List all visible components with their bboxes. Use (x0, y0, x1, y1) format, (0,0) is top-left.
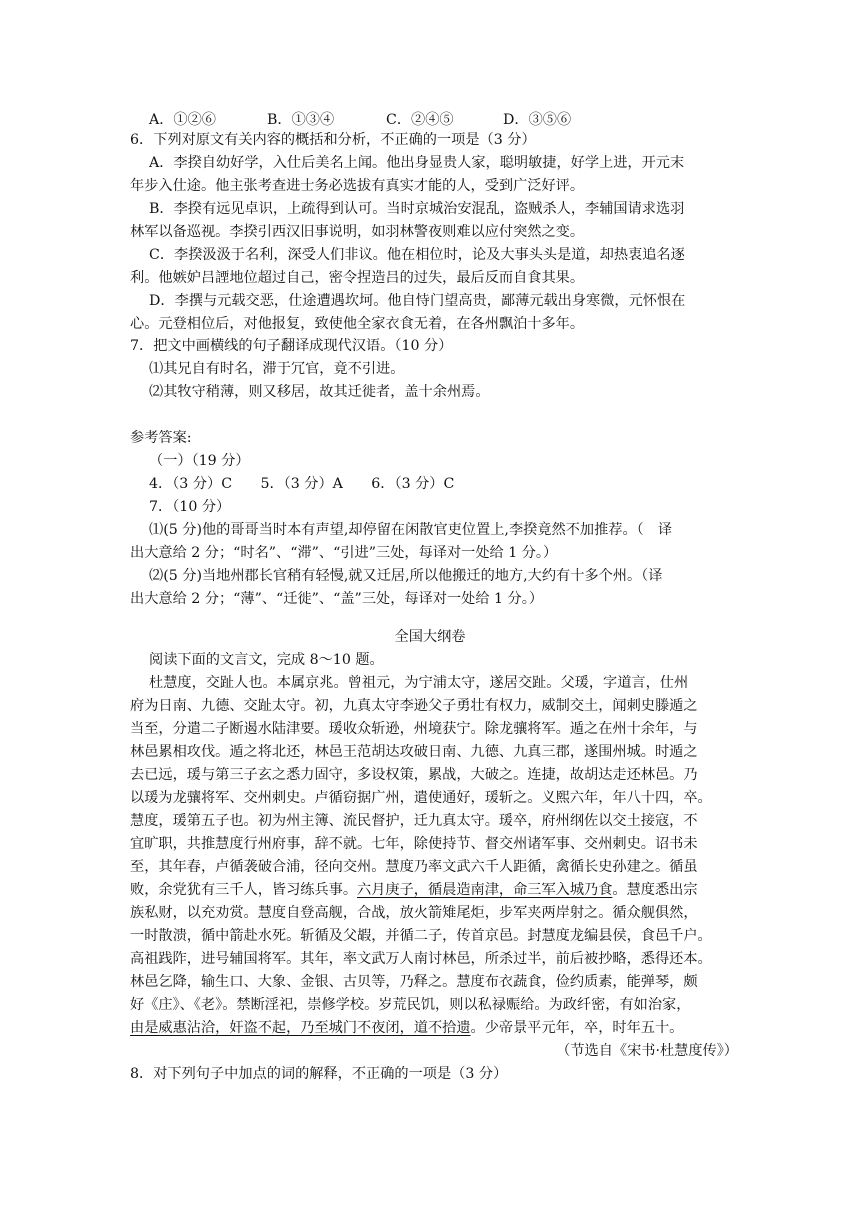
q6-option-d-line2: 心。元登相位后，对他报复，致使他全家衣食无着，在各州飘泊十多年。 (130, 316, 585, 332)
q6-option-b-line2: 林军以备巡视。李揆引西汉旧事说明，如羽林警夜则难以应付突然之变。 (130, 224, 585, 240)
q6-option-d-line1: D．李撰与元载交恶，仕途遭遇坎坷。他自恃门望高贵，鄙薄元载出身寒微，元怀恨在 (149, 293, 686, 309)
passage-line: 去已远，瑗与第三子玄之悉力固守，多设权策，累战，大破之。连捷，故胡达走还林邑。乃 (130, 767, 698, 783)
answers-mc: 4．（3 分）C 5．（3 分）A 6．（3 分）C (149, 476, 455, 492)
answers-q7-2-line1: ⑵(5 分)当地州郡长官稍有轻慢,就又迁居,所以他搬迁的地方,大约有十多个州。（译 (149, 568, 663, 584)
passage-line: 府为日南、九德、交趾太守。初，九真太守李逊父子勇壮有权力，威制交土，闻刺史滕遁之 (130, 698, 698, 714)
q5-options (149, 110, 571, 130)
answers-q7: 7．（10 分） (149, 499, 231, 515)
underlined-sentence: 由是威惠沾洽，奸盗不起，乃至城门不夜闭，道不拾遗 (130, 1020, 471, 1036)
passage-line: 以瑗为龙骧将军、交州刺史。卢循窃据广州，遣使通好，瑗斩之。义熙六年，年八十四，卒。 (130, 790, 712, 806)
underlined-sentence: 六月庚子，循晨造南津，命三军入城乃食 (357, 882, 613, 898)
dotted-word: 遂 (489, 675, 504, 691)
passage-line: 好《庄》、《老》。禁断淫祀，崇修学校。岁荒民饥，则以私禄赈给。为政纤密，有如治家， (130, 997, 691, 1013)
q6-option-c-line2: 利。他嫉妒吕諲地位超过自己，密令捏造吕的过失，最后反而自食其果。 (130, 270, 585, 286)
option-d: D．③⑤⑥ (503, 112, 572, 128)
answers-q7-1-line1: ⑴(5 分)他的哥哥当时本有声望,却停留在闲散官吏位置上,李揆竟然不加推荐。（ 译 (149, 522, 673, 538)
q7-stem: 7．把文中画横线的句子翻译成现代汉语。（10 分） (130, 338, 453, 354)
answers-title: 参考答案: (130, 430, 192, 446)
q7-sentence-1: ⑴其兄自有时名，滞于冗官，竟不引进。 (149, 361, 405, 377)
answers-q7-1-line2: 出大意给 2 分；“时名”、“滞”、“引进”三处，每译对一处给 1 分。） (130, 545, 558, 561)
dotted-word: 旷 (144, 836, 159, 852)
q6-option-a-line2: 年步入仕途。他主张考查进士务必选拔有真实才能的人，受到广泛好评。 (130, 178, 585, 194)
q6-option-b-line1: B．李揆有远见卓识，上疏得到认可。当时京城治安混乱，盗贼杀人，李辅国请求选羽 (149, 201, 685, 217)
q6-option-c-line1: C．李揆汲汲于名利，深受人们非议。他在相位时，论及大事头头是道，却热衷追名逐 (149, 247, 685, 263)
passage-line: 高祖践阼，进号辅国将军。其年，率文武万人南讨林邑，所杀过半，前后被抄略，悉得还本。 (130, 951, 712, 967)
q8-stem: 8．对下列句子中加点的词的解释，不正确的一项是（3 分） (130, 1066, 508, 1082)
option-b: B．①③④ (267, 112, 335, 128)
passage-line: 一时散溃，循中箭赴水死。斩循及父嘏，并循二子，传首京邑。封慧度龙编县侯，食邑千户。 (130, 928, 712, 944)
passage-line: 败，余党犹有三千人，皆习练兵事。六月庚子，循晨造南津，命三军入城乃食。慧度悉出宗 (130, 882, 698, 898)
q7-sentence-2: ⑵其牧守稍薄，则又移居，故其迁徙者，盖十余州焉。 (149, 384, 490, 400)
answers-part-one: （一）（19 分） (149, 453, 250, 469)
passage-line: 族私财，以充劝赏。慧度自登高舰，合战，放火箭雉尾炬，步军夹两岸射之。循众舰俱然， (130, 905, 698, 921)
passage-line: 杜慧度，交趾人也。本属京兆。曾祖元，为宁浦太守，遂居交趾。父瑗，字道言，仕州 (149, 675, 689, 691)
option-a: A．①②⑥ (149, 112, 216, 128)
option-c: C．②④⑤ (386, 112, 454, 128)
passage-line: 当至，分遣二子断遏水陆津要。瑗收众斩逊，州境获宁。除龙骧将军。遁之在州十余年，与 (130, 721, 698, 737)
q6-stem: 6．下列对原文有关内容的概括和分析，不正确的一项是（3 分） (130, 132, 536, 148)
passage-line: 林邑乞降，输生口、大象、金银、古贝等，乃释之。慧度布衣蔬食，俭约质素，能弹琴，颇 (130, 974, 698, 990)
section-title: 全国大纲卷 (394, 629, 466, 645)
passage-line: 慧度，瑗第五子也。初为州主簿、流民督护，迁九真太守。瑗卒，府州纲佐以交土接寇，不 (130, 813, 698, 829)
passage-line: 至，其年春，卢循袭破合浦，径向交州。慧度乃率文武六千人距循，禽循长史孙建之。循虽 (130, 859, 698, 875)
passage-line: 由是威惠沾洽，奸盗不起，乃至城门不夜闭，道不拾遗。少帝景平元年，卒，时年五十。 (130, 1020, 684, 1036)
section-intro: 阅读下面的文言文，完成 8～10 题。 (149, 652, 384, 668)
q6-option-a-line1: A．李揆自幼好学，入仕后美名上闻。他出身显贵人家，聪明敏捷，好学上进，开元末 (149, 155, 685, 171)
passage-source: （节选自《宋书·杜慧度传》） (556, 1043, 738, 1059)
passage-line: 宜旷职，共推慧度行州府事，辞不就。七年，除使持节、督交州诸军事、交州刺史。诏书未 (130, 836, 698, 852)
answers-q7-2-line2: 出大意给 2 分；“薄”、“迁徙”、“盖”三处，每译对一处给 1 分。） (130, 591, 544, 607)
passage-line: 林邑累相攻伐。遁之将北还，林邑王范胡达攻破日南、九德、九真三郡，遂围州城。时遁之 (130, 744, 698, 760)
